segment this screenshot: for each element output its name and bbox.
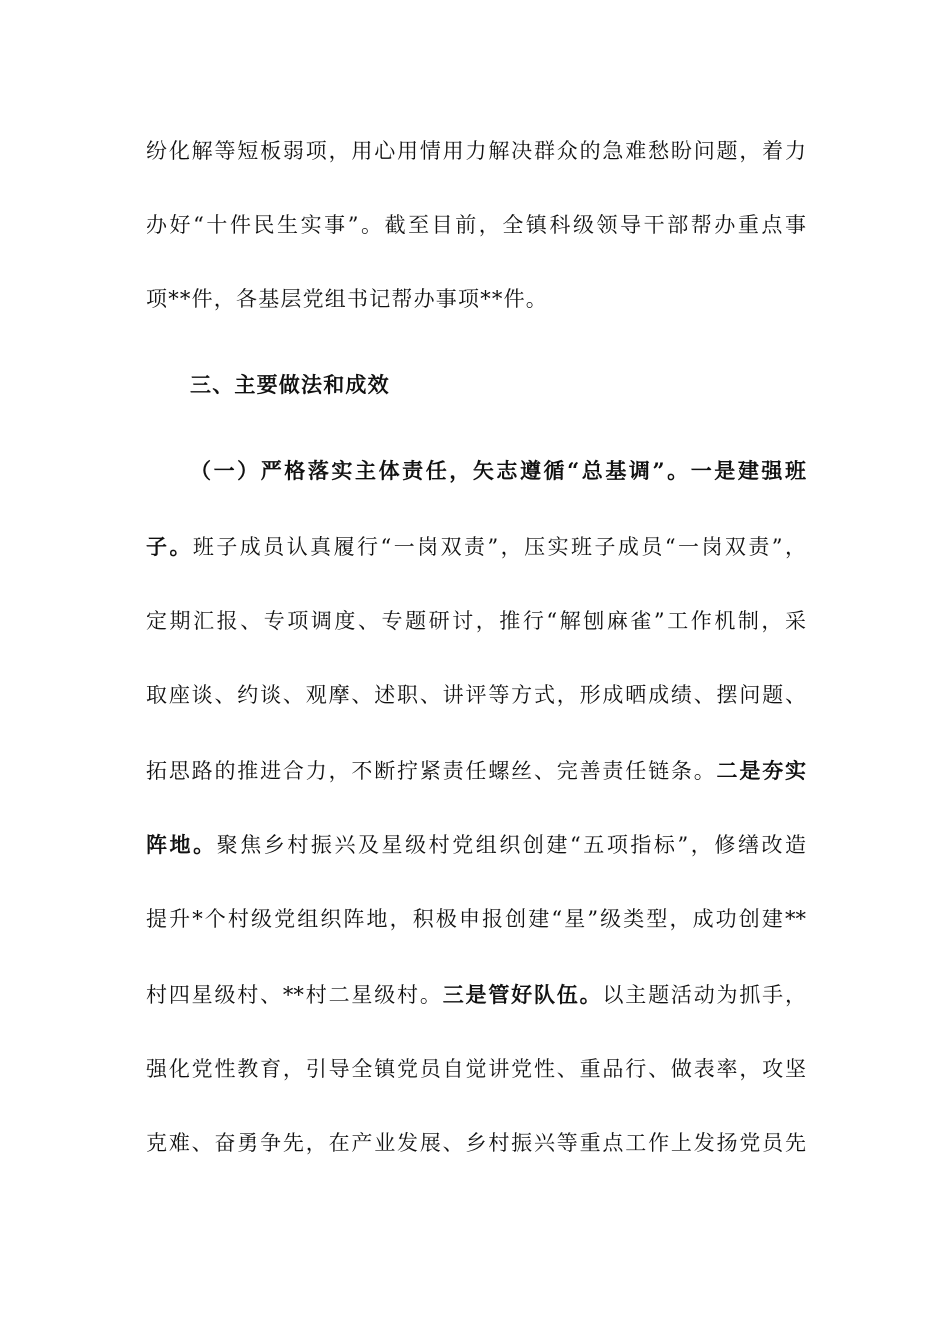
paragraph-line: 克难、奋勇争先，在产业发展、乡村振兴等重点工作上发扬党员先 [146, 1131, 806, 1155]
paragraph-line: 办好“十件民生实事”。截至目前，全镇科级领导干部帮办重点事 [146, 213, 806, 237]
bold-phrase: 阵地。 [146, 832, 217, 857]
paragraph-line: 提升*个村级党组织阵地，积极申报创建“星”级类型，成功创建** [146, 907, 806, 931]
bold-phrase: 子。 [146, 534, 193, 559]
line-text: 拓思路的推进合力，不断拧紧责任螺丝、完善责任链条。 [146, 759, 717, 783]
section-heading: 三、主要做法和成效 [190, 372, 390, 397]
paragraph-line: 强化党性教育，引导全镇党员自觉讲党性、重品行、做表率，攻坚 [146, 1057, 806, 1081]
line-text: 村四星级村、**村二星级村。 [146, 983, 443, 1007]
paragraph-line [146, 830, 806, 860]
paragraph-line: 取座谈、约谈、观摩、述职、讲评等方式，形成晒成绩、摆问题、 [146, 683, 806, 707]
line-text: 以主题活动为抓手， [602, 983, 807, 1007]
paragraph-line [146, 532, 806, 562]
bold-phrase: 三是管好队伍。 [442, 982, 603, 1007]
paragraph-line: 项**件，各基层党组书记帮办事项**件。 [146, 287, 548, 311]
paragraph-line [146, 980, 806, 1010]
bold-phrase: 二是夯实 [716, 758, 807, 783]
paragraph-line: 纷化解等短板弱项，用心用情用力解决群众的急难愁盼问题，着力 [146, 139, 806, 163]
line-text: 班子成员认真履行“一岗双责”，压实班子成员“一岗双责”， [192, 535, 806, 559]
line-text: 聚焦乡村振兴及星级村党组织创建“五项指标”，修缮改造 [216, 833, 806, 857]
paragraph-line: 定期汇报、专项调度、专题研讨，推行“解刨麻雀”工作机制，采 [146, 609, 806, 633]
subsection-heading: （一）严格落实主体责任，矢志遵循“总基调”。一是建强班 [190, 458, 806, 483]
paragraph-line [146, 756, 806, 786]
